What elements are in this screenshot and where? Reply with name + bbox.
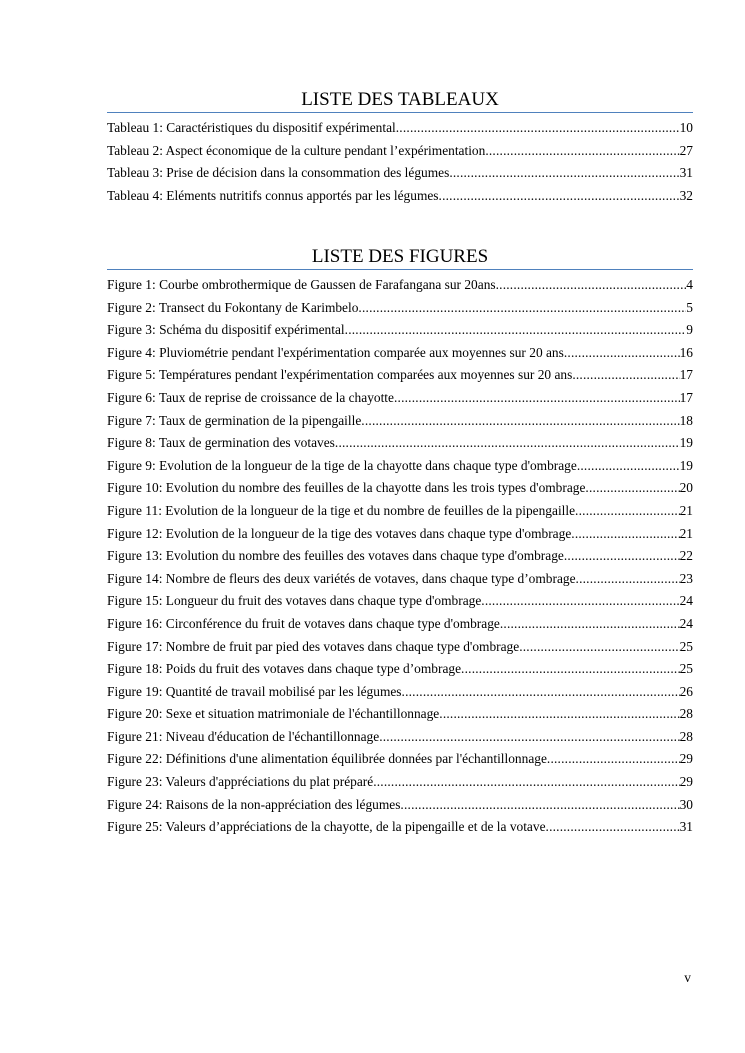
dot-leader — [571, 525, 679, 543]
figures-entries — [107, 276, 693, 841]
figure-entry[interactable] — [107, 366, 693, 389]
figure-entry-page-number: 29 — [679, 774, 693, 790]
figure-entry[interactable] — [107, 683, 693, 706]
list-of-tables — [107, 89, 693, 209]
table-entry-label: Tableau 3: Prise de décision dans la consommation des légumes — [107, 165, 450, 181]
figure-entry-label: Figure 22: Définitions d'une alimentation équilibrée données par l'échantillonnage — [107, 751, 547, 767]
figure-entry-label: Figure 3: Schéma du dispositif expérimental — [107, 322, 345, 338]
figure-entry-label: Figure 1: Courbe ombrothermique de Gaussen de Farafangana sur 20ans — [107, 277, 496, 292]
dot-leader — [547, 750, 680, 768]
figure-entry-label: Figure 2: Transect du Fokontany de Karimbelo — [107, 299, 359, 315]
figure-entry-page-number: 25 — [679, 638, 693, 654]
dot-leader — [575, 502, 680, 520]
dot-leader — [461, 660, 680, 678]
table-entry-page-number: 31 — [679, 165, 693, 181]
figure-entry[interactable] — [107, 728, 693, 751]
figure-entry-label: Figure 18: Poids du fruit des votaves dans chaque type d’ombrage — [107, 661, 462, 677]
figure-entry[interactable] — [107, 750, 693, 773]
dot-leader — [396, 119, 680, 137]
figure-entry-label: Figure 15: Longueur du fruit des votaves dans chaque type d'ombrage — [107, 593, 482, 609]
figure-entry-page-number: 20 — [679, 480, 693, 496]
dot-leader — [345, 321, 687, 339]
figure-entry-page-number: 21 — [679, 502, 693, 518]
figure-entry-label: Figure 8: Taux de germination des votaves — [107, 435, 335, 451]
figure-entry-label: Figure 17: Nombre de fruit par pied des votaves dans chaque type d'ombrage — [107, 638, 520, 654]
table-entry-label: Tableau 1: Caractéristiques du dispositif expérimental — [107, 120, 396, 135]
list-of-figures — [107, 246, 693, 841]
dot-leader — [546, 818, 680, 836]
figure-entry-page-number: 26 — [679, 683, 693, 699]
dot-leader — [496, 276, 687, 294]
dot-leader — [400, 796, 679, 814]
figure-entry[interactable] — [107, 389, 693, 412]
figure-entry[interactable] — [107, 796, 693, 819]
figure-entry-page-number: 17 — [679, 367, 693, 383]
dot-leader — [439, 705, 679, 723]
list-of-figures-title: LISTE DES FIGURES — [107, 246, 693, 270]
dot-leader — [500, 615, 680, 633]
figure-entry-page-number: 28 — [679, 728, 693, 744]
figure-entry-label: Figure 14: Nombre de fleurs des deux variétés de votaves, dans chaque type d’ombrage — [107, 570, 576, 586]
figure-entry[interactable] — [107, 434, 693, 457]
figure-entry[interactable] — [107, 525, 693, 548]
figure-entry[interactable] — [107, 479, 693, 502]
figure-entry-label: Figure 24: Raisons de la non-appréciation des légumes — [107, 796, 401, 812]
figure-entry-label: Figure 21: Niveau d'éducation de l'échantillonnage — [107, 728, 380, 744]
figure-entry-page-number: 24 — [679, 593, 693, 609]
dot-leader — [564, 547, 680, 565]
dot-leader — [379, 728, 679, 746]
figure-entry[interactable] — [107, 638, 693, 661]
dot-leader — [439, 187, 680, 205]
dot-leader — [361, 412, 679, 430]
dot-leader — [358, 299, 686, 317]
dot-leader — [485, 142, 679, 160]
figure-entry-page-number: 29 — [679, 751, 693, 767]
figure-entry-label: Figure 7: Taux de germination de la pipengaille — [107, 412, 362, 428]
figure-entry-page-number: 23 — [679, 570, 693, 586]
dot-leader — [576, 570, 680, 588]
table-entry[interactable] — [107, 142, 693, 165]
dot-leader — [564, 344, 680, 362]
figure-entry-label: Figure 9: Evolution de la longueur de la tige de la chayotte dans chaque type d'ombrage — [107, 457, 577, 473]
figure-entry-page-number: 22 — [679, 548, 693, 564]
table-entry-label: Tableau 2: Aspect économique de la culture pendant l’expérimentation — [107, 142, 486, 158]
figure-entry-label: Figure 19: Quantité de travail mobilisé par les légumes — [107, 683, 402, 699]
figure-entry[interactable] — [107, 615, 693, 638]
figure-entry-page-number: 28 — [679, 706, 693, 722]
figure-entry[interactable] — [107, 276, 693, 299]
dot-leader — [481, 592, 679, 610]
figure-entry-page-number: 21 — [679, 525, 693, 541]
dot-leader — [577, 457, 680, 475]
figure-entry-page-number: 18 — [679, 412, 693, 428]
figure-entry-label: Figure 4: Pluviométrie pendant l'expérimentation comparée aux moyennes sur 20 ans — [107, 344, 564, 360]
figure-entry-page-number: 19 — [679, 457, 693, 473]
table-entry-label: Tableau 4: Eléments nutritifs connus apportés par les légumes — [107, 187, 439, 203]
figure-entry[interactable] — [107, 321, 693, 344]
dot-leader — [335, 434, 680, 452]
table-entry-page-number: 27 — [679, 142, 693, 158]
list-of-tables-title: LISTE DES TABLEAUX — [107, 89, 693, 113]
dot-leader — [449, 164, 679, 182]
figure-entry-page-number: 24 — [679, 615, 693, 631]
figure-entry[interactable] — [107, 344, 693, 367]
table-entry-page-number: 32 — [679, 187, 693, 203]
figure-entry-page-number: 5 — [686, 299, 693, 315]
figure-entry-label: Figure 20: Sexe et situation matrimoniale de l'échantillonnage — [107, 706, 440, 722]
figure-entry[interactable] — [107, 502, 693, 525]
figure-entry-label: Figure 11: Evolution de la longueur de la tige et du nombre de feuilles de la pipengaille — [107, 502, 576, 518]
figure-entry-page-number: 31 — [679, 819, 693, 835]
table-entry-page-number: 10 — [679, 120, 693, 135]
figure-entry[interactable] — [107, 773, 693, 796]
figure-entry-page-number: 4 — [686, 277, 693, 292]
figure-entry[interactable] — [107, 818, 693, 841]
tables-entries — [107, 119, 693, 209]
table-entry[interactable] — [107, 119, 693, 142]
dot-leader — [519, 638, 679, 656]
figure-entry-label: Figure 6: Taux de reprise de croissance de la chayotte — [107, 389, 394, 405]
figure-entry-label: Figure 23: Valeurs d'appréciations du plat préparé — [107, 774, 374, 790]
dot-leader — [572, 366, 679, 384]
dot-leader — [585, 479, 679, 497]
figure-entry[interactable] — [107, 660, 693, 683]
figure-entry[interactable] — [107, 457, 693, 480]
figure-entry-label: Figure 13: Evolution du nombre des feuilles des votaves dans chaque type d'ombrage — [107, 548, 564, 564]
figure-entry-label: Figure 5: Températures pendant l'expérimentation comparées aux moyennes sur 20 ans — [107, 367, 573, 383]
figure-entry-page-number: 16 — [679, 344, 693, 360]
figure-entry-page-number: 25 — [679, 661, 693, 677]
figure-entry-label: Figure 10: Evolution du nombre des feuilles de la chayotte dans les trois types d'ombrage — [107, 480, 586, 496]
figure-entry-label: Figure 16: Circonférence du fruit de votaves dans chaque type d'ombrage — [107, 615, 500, 631]
table-entry[interactable] — [107, 187, 693, 210]
figure-entry[interactable] — [107, 592, 693, 615]
table-entry[interactable] — [107, 164, 693, 187]
figure-entry[interactable] — [107, 570, 693, 593]
figure-entry[interactable] — [107, 705, 693, 728]
figure-entry-page-number: 9 — [686, 322, 693, 338]
figure-entry-label: Figure 25: Valeurs d’appréciations de la chayotte, de la pipengaille et de la votave — [107, 819, 546, 835]
dot-leader — [402, 683, 680, 701]
figure-entry[interactable] — [107, 412, 693, 435]
figure-entry[interactable] — [107, 547, 693, 570]
figure-entry[interactable] — [107, 299, 693, 322]
page-number: v — [684, 970, 691, 985]
figure-entry-page-number: 17 — [679, 389, 693, 405]
figure-entry-page-number: 30 — [679, 796, 693, 812]
dot-leader — [394, 389, 680, 407]
dot-leader — [373, 773, 679, 791]
figure-entry-page-number: 19 — [679, 435, 693, 451]
figure-entry-label: Figure 12: Evolution de la longueur de la tige des votaves dans chaque type d'ombrage — [107, 525, 572, 541]
